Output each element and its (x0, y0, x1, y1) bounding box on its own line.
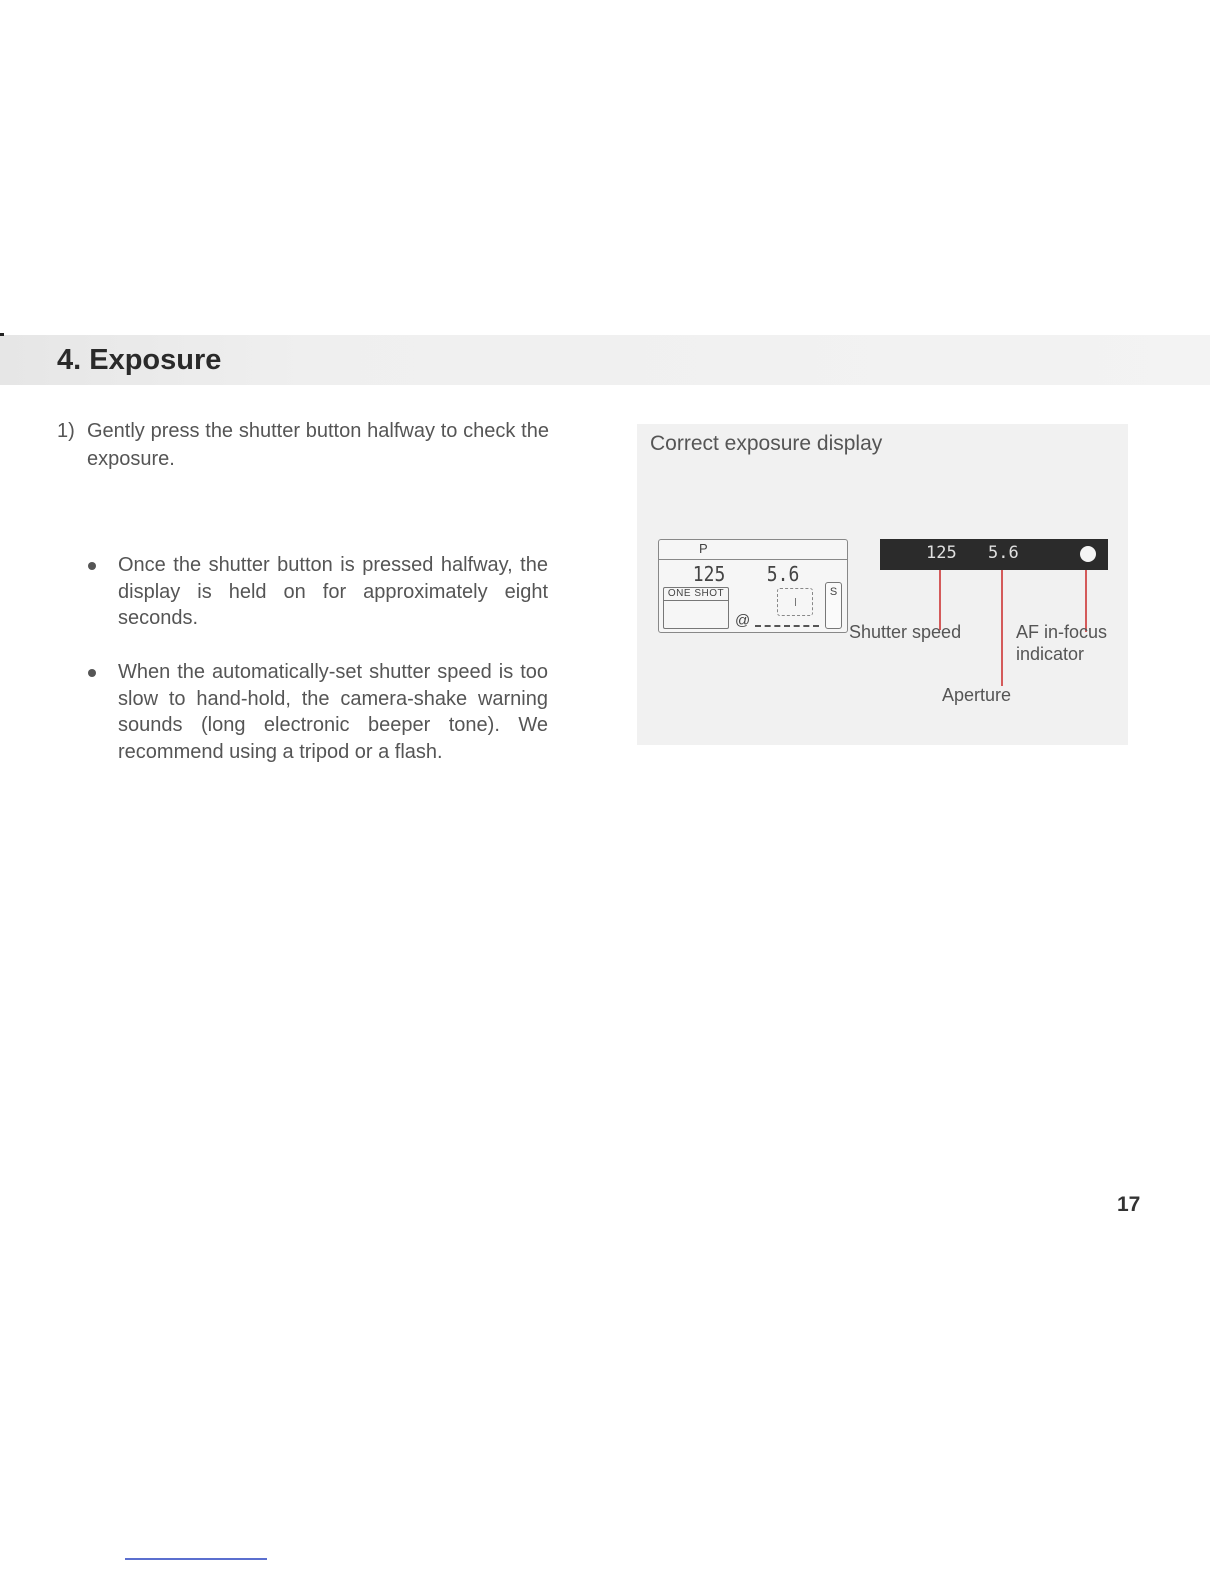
bullet-icon (88, 669, 96, 677)
step-1 (57, 417, 549, 473)
lcd-shutter-speed: 125 (692, 562, 726, 586)
note-text: Once the shutter button is pressed halfway, the display is held on for approximately eight seconds. (118, 554, 548, 629)
lcd-frame-counter-box (777, 588, 813, 616)
viewfinder-display-illustration (880, 539, 1108, 570)
callout-shutter-speed: Shutter speed (849, 622, 962, 642)
callout-af-line-1: AF in-focus (1016, 622, 1108, 642)
note-camera-shake (118, 659, 548, 765)
lcd-af-mode-label: ONE SHOT (664, 588, 728, 601)
leader-aperture (1001, 570, 1003, 686)
step-number: 1) (57, 420, 75, 442)
viewfinder-shutter-speed: 125 (926, 543, 957, 563)
lcd-mode-indicator: P (699, 541, 708, 556)
lcd-dashes (755, 625, 819, 627)
callout-aperture: Aperture (942, 685, 1012, 705)
lcd-af-mode-box (663, 587, 729, 629)
footer-rule (125, 1558, 267, 1560)
exposure-display-figure (637, 424, 1128, 745)
figure-title: Correct exposure display (650, 432, 883, 455)
lcd-panel-illustration (658, 539, 848, 633)
self-timer-icon: @ (735, 612, 751, 629)
callout-af-in-focus (1016, 621, 1107, 665)
lcd-aperture: 5.6 (766, 562, 800, 586)
callout-af-line-2: indicator (1016, 644, 1085, 664)
note-display-hold (118, 552, 548, 632)
header-corner-mark (0, 333, 4, 336)
viewfinder-aperture: 5.6 (988, 543, 1019, 563)
note-text: When the automatically-set shutter speed is too slow to hand-hold, the camera-shake warning sounds (long electronic beeper tone). We recommend using a tripod or a flash. (118, 661, 548, 763)
bullet-icon (88, 562, 96, 570)
page-number: 17 (1117, 1193, 1141, 1216)
step-text: Gently press the shutter button halfway to check the exposure. (87, 420, 549, 470)
page-title: 4. Exposure (57, 344, 222, 376)
lcd-divider (659, 559, 847, 560)
af-in-focus-dot-icon (1080, 546, 1096, 562)
lcd-side-indicator: S (825, 582, 842, 629)
